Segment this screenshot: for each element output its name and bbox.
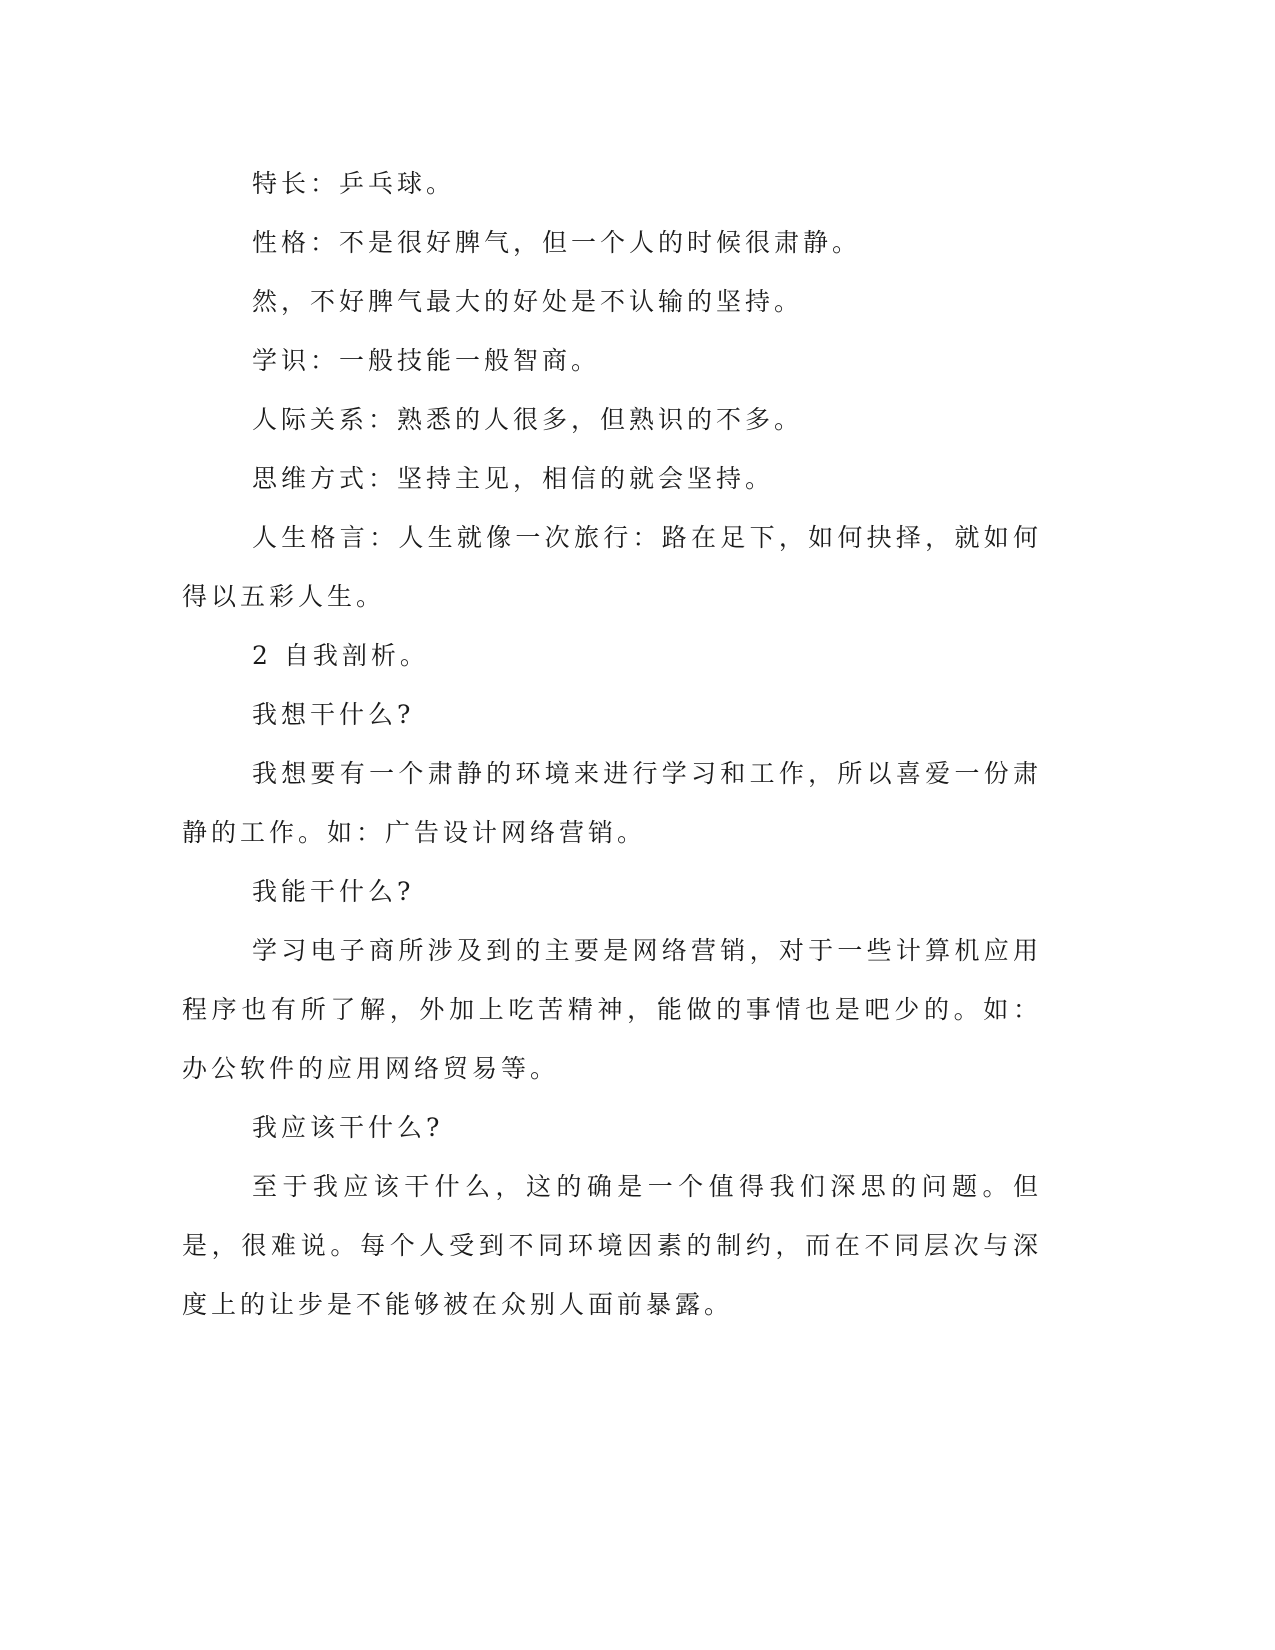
section-heading-self-analysis: 2 自我剖析。 [252, 641, 429, 670]
paragraph-persistence: 然，不好脾气最大的好处是不认输的坚持。 [252, 287, 804, 316]
paragraph-what-i-can: 学习电子商所涉及到的主要是网络营销，对于一些计算机应用程序也有所了解，外加上吃苦精神，能做的事情也是吧少的。如：办公软件的应用网络贸易等。 [182, 936, 1042, 1083]
paragraph-what-i-want: 我想要有一个肃静的环境来进行学习和工作，所以喜爱一份肃静的工作。如：广告设计网络营销。 [182, 759, 1042, 847]
question-what-i-can: 我能干什么? [252, 877, 415, 906]
paragraph-personality: 性格：不是很好脾气，但一个人的时候很肃静。 [252, 228, 862, 257]
document-body [182, 154, 1042, 1334]
paragraph-life-motto: 人生格言：人生就像一次旅行：路在足下，如何抉择，就如何得以五彩人生。 [182, 523, 1042, 611]
paragraph-knowledge: 学识：一般技能一般智商。 [252, 346, 601, 375]
paragraph-what-i-should: 至于我应该干什么，这的确是一个值得我们深思的问题。但是，很难说。每个人受到不同环境因素的制约，而在不同层次与深度上的让步是不能够被在众别人面前暴露。 [182, 1172, 1042, 1319]
paragraph-specialty: 特长：乒乓球。 [252, 169, 456, 198]
paragraph-thinking-style: 思维方式：坚持主见，相信的就会坚持。 [252, 464, 775, 493]
paragraph-relationships: 人际关系：熟悉的人很多，但熟识的不多。 [252, 405, 804, 434]
question-what-i-want: 我想干什么? [252, 700, 415, 729]
question-what-i-should: 我应该干什么? [252, 1113, 444, 1142]
